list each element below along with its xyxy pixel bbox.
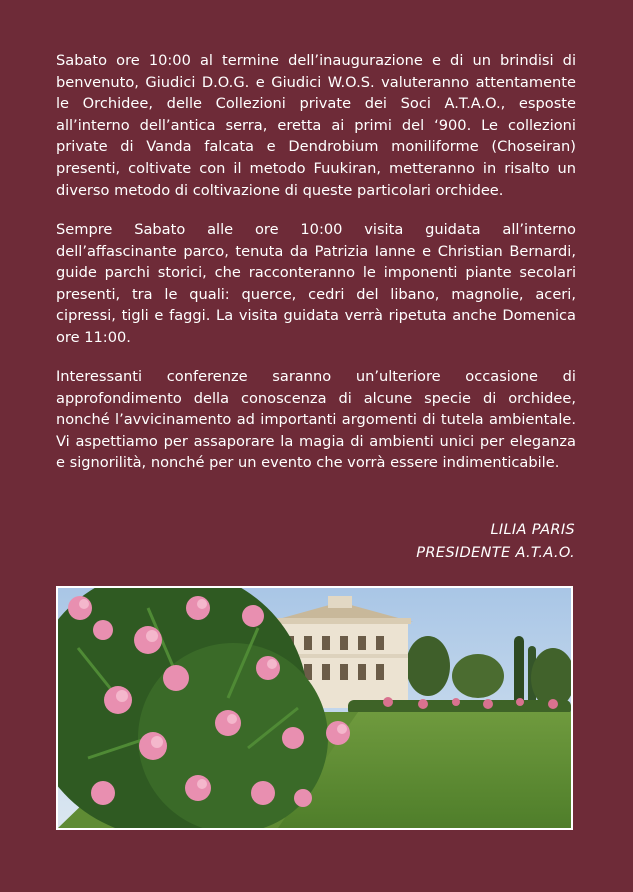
signature-name: LILIA PARIS: [490, 521, 575, 538]
signature-role: PRESIDENTE A.T.A.O.: [416, 544, 575, 561]
paragraph-inauguration: Sabato ore 10:00 al termine dell’inaugurazione e di un brindisi di benvenuto, Giudici D.O.G. e Giudici W.O.S. valuteranno attentamente le Orchidee, delle Collezioni private dei Soci A.T.A.O., esposte all’interno dell’antica serra, eretta ai primi del ‘900. Le collezioni private di Vanda falcata e Dendrobium moniliforme (Choseiran) presenti, coltivate con il metodo Fuukiran, metteranno in risalto un diverso metodo di coltivazione di queste particolari orchidee.: [56, 52, 576, 199]
villa-garden-illustration: [58, 588, 571, 828]
villa-garden-photo: [56, 586, 573, 830]
paragraph-guided-tour: Sempre Sabato alle ore 10:00 visita guidata all’interno dell’affascinante parco, tenuta da Patrizia Ianne e Christian Bernardi, guide parchi storici, che racconteranno le imponenti piante secolari presenti, tra le quali: querce, cedri del libano, magnolie, aceri, cipressi, tigli e faggi. La visita guidata verrà ripetuta anche Domenica ore 11:00.: [56, 221, 576, 346]
signature-block: [416, 518, 575, 564]
paragraph-conferences: Interessanti conferenze saranno un’ulteriore occasione di approfondimento della conoscenza di alcune specie di orchidee, nonché l’avvicinamento ad importanti argomenti di tutela ambientale. Vi aspettiamo per assaporare la magia di ambienti unici per eleganza e signorilità, nonché per un evento che vorrà essere indimenticabile.: [56, 368, 576, 472]
